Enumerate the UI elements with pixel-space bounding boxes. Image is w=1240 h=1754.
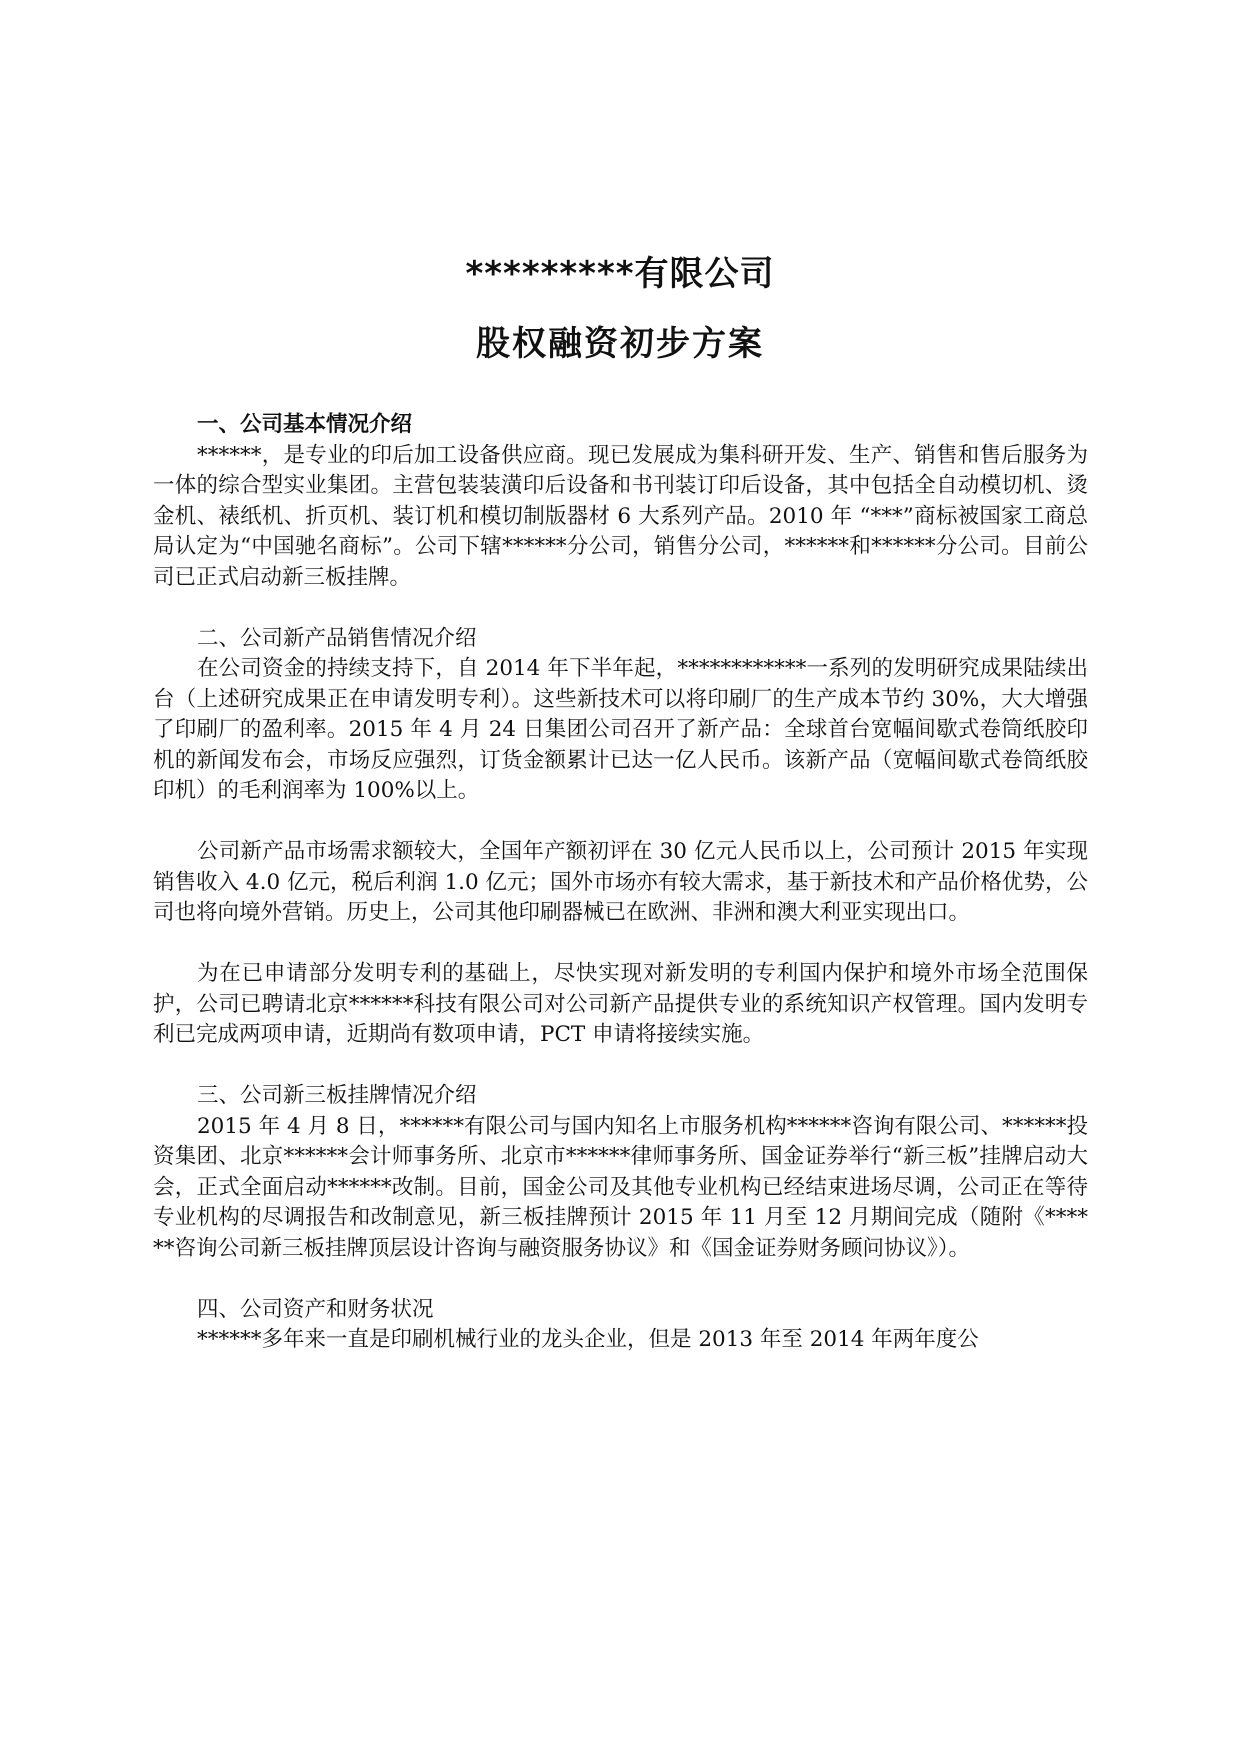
company-title: *********有限公司 <box>465 254 775 294</box>
section-heading: 三、公司新三板挂牌情况介绍 <box>197 1083 477 1108</box>
section-new-product-sales <box>153 624 1088 1051</box>
section-paragraph: 2015 年 4 月 8 日，******有限公司与国内知名上市服务机构******咨询有限公司、******投资集团、北京******会计师事务所、北京市******律师事务所、国金证券举行“新三板”挂牌启动大会，正式全面启动******改制。目前，国金公司及其他专业机构已经结束进场尽调，公司正在等待专业机构的尽调报告和改制意见，新三板挂牌预计 2015 年 11 月至 12 月期间完成（随附《******咨询公司新三板挂牌顶层设计咨询与融资服务协议》和《国金证券财务顾问协议》）。 <box>153 1113 1088 1261</box>
section-paragraph: ******，是专业的印后加工设备供应商。现已发展成为集科研开发、生产、销售和售后服务为一体的综合型实业集团。主营包装装潢印后设备和书刊装订印后设备，其中包括全自动模切机、烫金机、裱纸机、折页机、装订机和模切制版器材 6 大系列产品。2010 年 “***”商标被国家工商总局认定为“中国驰名商标”。公司下辖******分公司，销售分公司，******和******分公司。目前公司已正式启动新三板挂牌。 <box>153 442 1088 590</box>
section-paragraph: 为在已申请部分发明专利的基础上，尽快实现对新发明的专利国内保护和境外市场全范围保护，公司已聘请北京******科技有限公司对公司新产品提供专业的系统知识产权管理。国内发明专利已完成两项申请，近期尚有数项申请，PCT 申请将接续实施。 <box>153 961 1088 1047</box>
section-paragraph: 公司新产品市场需求额较大，全国年产额初评在 30 亿元人民币以上，公司预计 2015 年实现销售收入 4.0 亿元，税后利润 1.0 亿元；国外市场亦有较大需求，基于新技术和产品价格优势，公司也将向境外营销。历史上，公司其他印刷器械已在欧洲、非洲和澳大利亚实现出口。 <box>153 839 1088 925</box>
plan-title: 股权融资初步方案 <box>476 324 764 364</box>
section-assets-finance <box>153 1295 1088 1356</box>
section-company-overview <box>153 410 1088 593</box>
section-heading: 二、公司新产品销售情况介绍 <box>197 625 477 651</box>
section-heading: 一、公司基本情况介绍 <box>197 412 413 437</box>
section-neeq-listing <box>153 1081 1088 1264</box>
section-heading: 四、公司资产和财务状况 <box>197 1296 434 1322</box>
section-paragraph: 在公司资金的持续支持下，自 2014 年下半年起，************一系列的发明研究成果陆续出台（上述研究成果正在申请发明专利）。这些新技术可以将印刷厂的生产成本节约 30%，大大增强了印刷厂的盈利率。2015 年 4 月 24 日集团公司召开了新产品：全球首台宽幅间歇式卷筒纸胶印机的新闻发布会，市场反应强烈，订货金额累计已达一亿人民币。该新产品（宽幅间歇式卷筒纸胶印机）的毛利润率为 100%以上。 <box>153 656 1088 803</box>
section-paragraph: ******多年来一直是印刷机械行业的龙头企业，但是 2013 年至 2014 年两年度公 <box>197 1327 979 1352</box>
document-body <box>153 410 1088 1356</box>
